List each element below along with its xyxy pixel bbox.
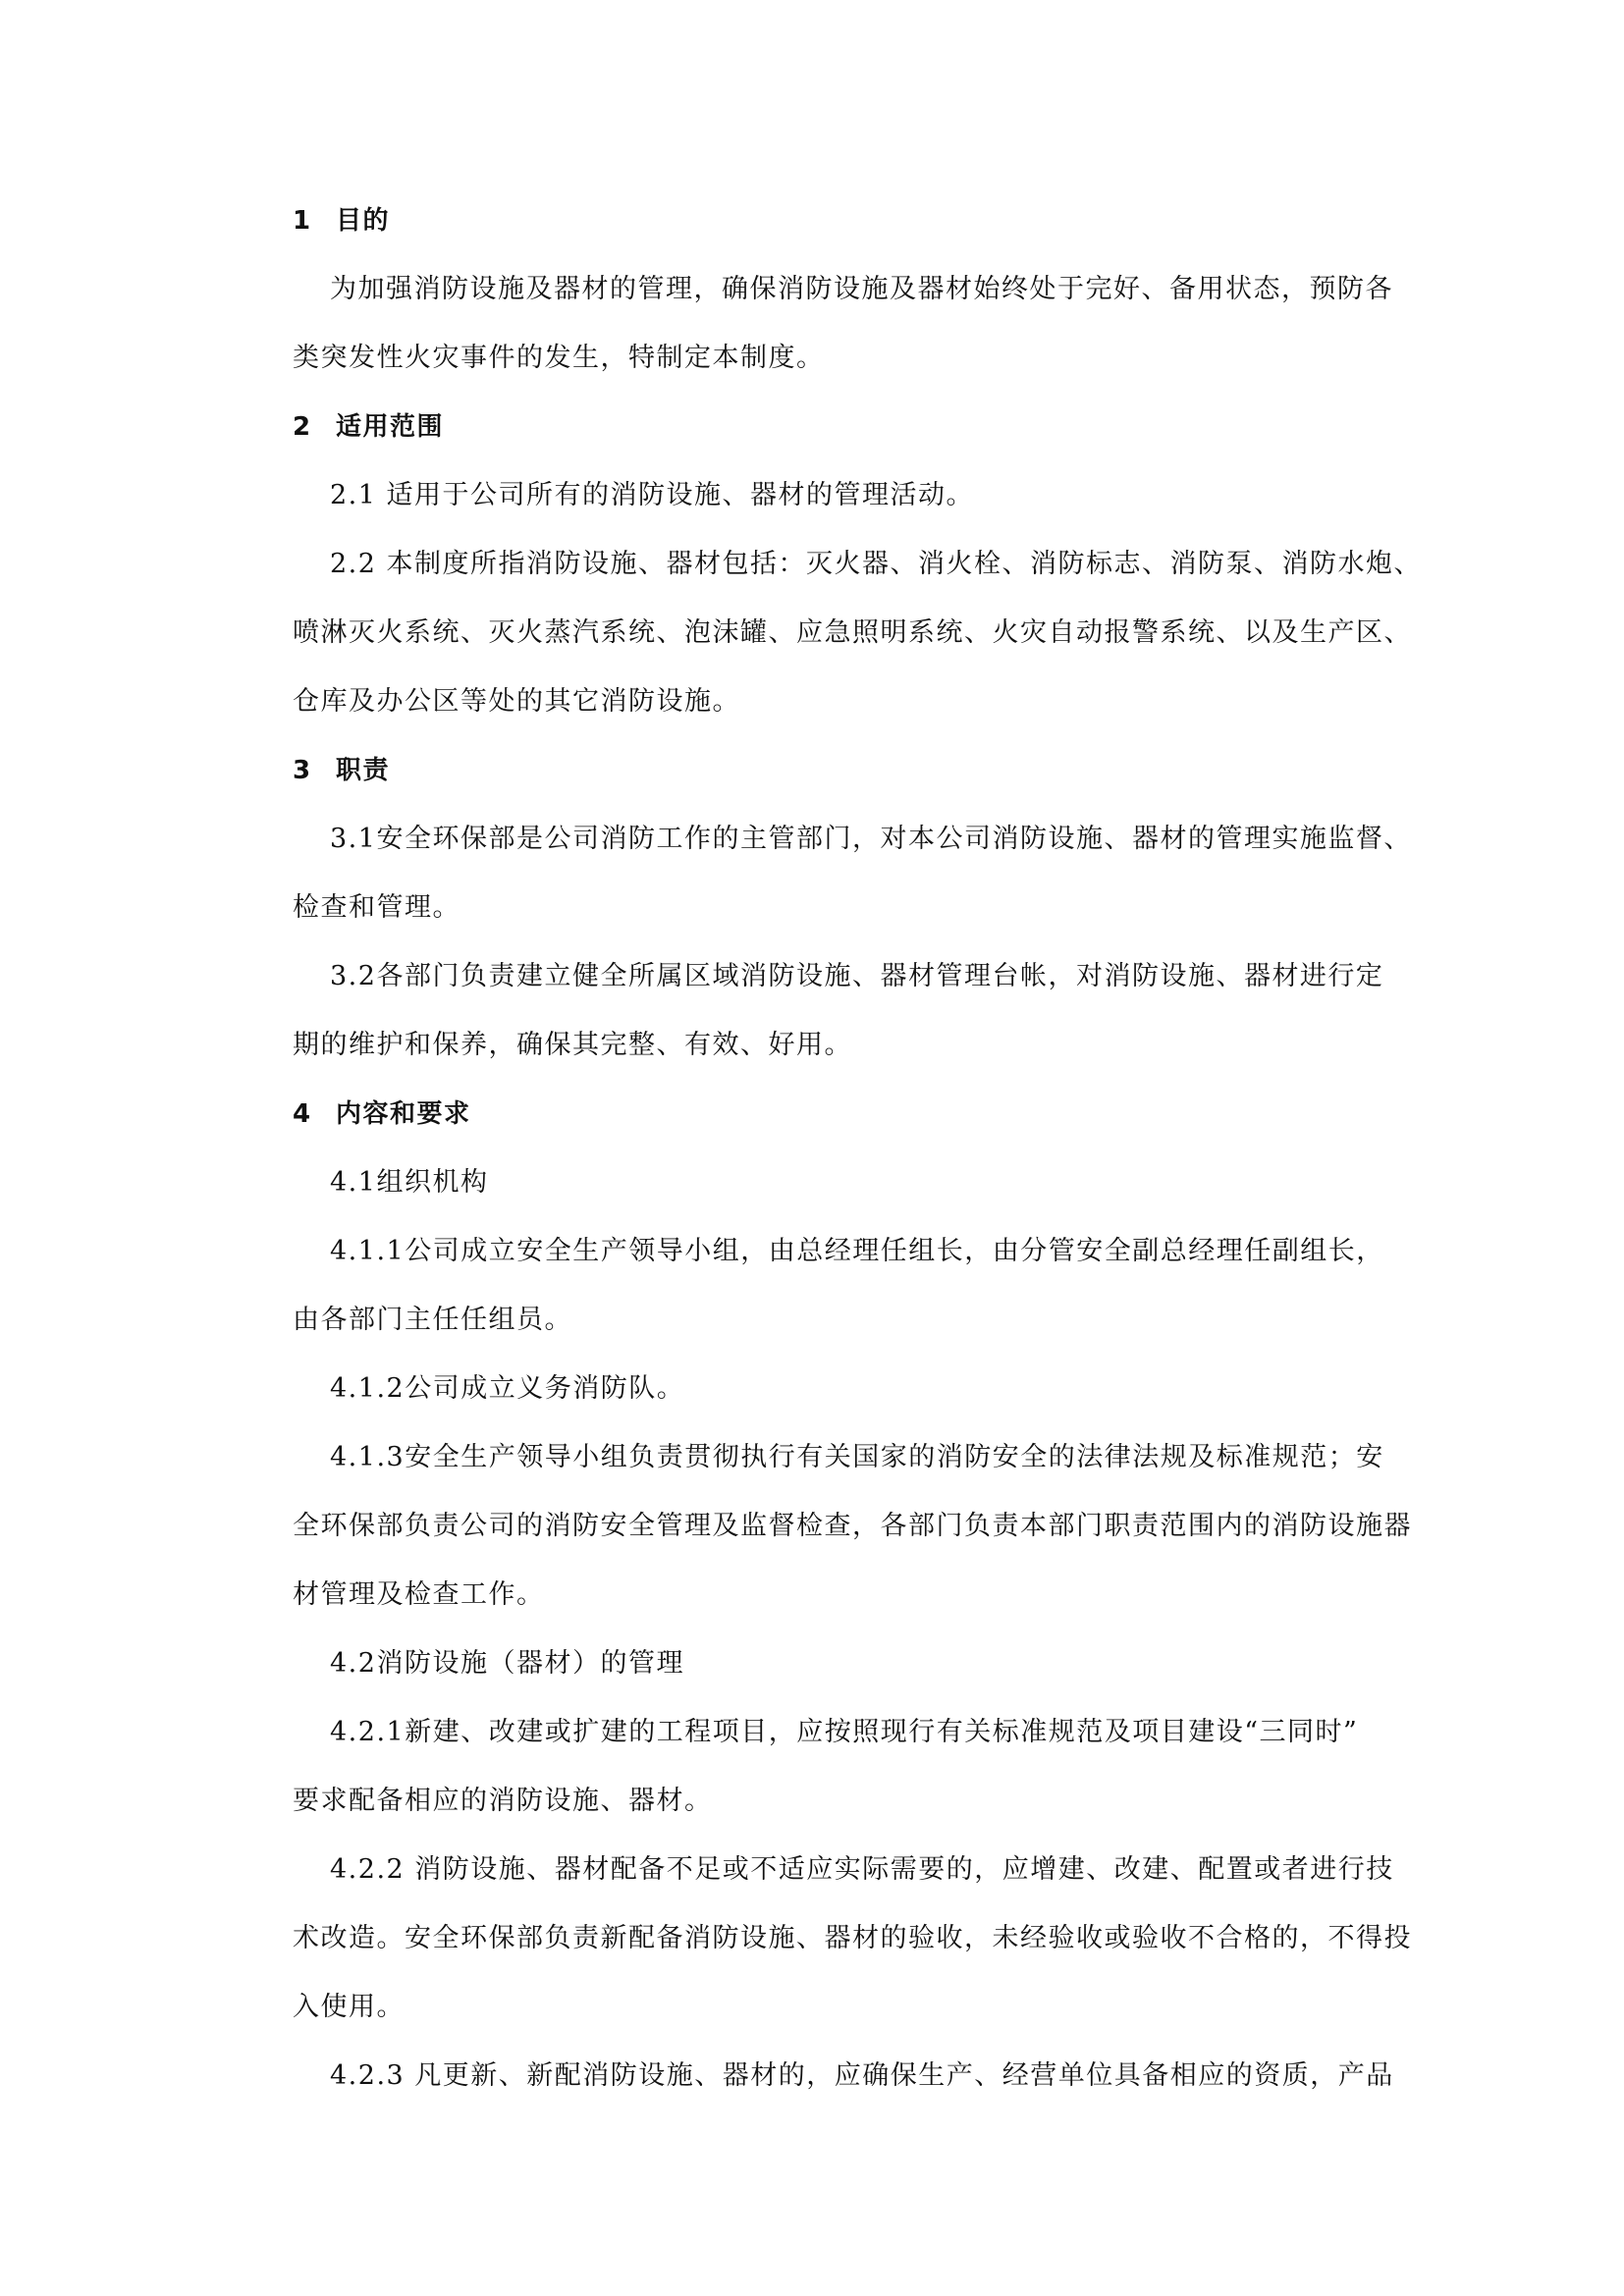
section-heading-2 xyxy=(293,410,444,444)
section-title: 适用范围 xyxy=(336,412,445,442)
paragraph-line: 全环保部负责公司的消防安全管理及监督检查，各部门负责本部门职责范围内的消防设施器 xyxy=(293,1511,1412,1541)
paragraph-line: 喷淋灭火系统、灭火蒸汽系统、泡沫罐、应急照明系统、火灾自动报警系统、以及生产区、 xyxy=(293,617,1412,648)
subsection-heading: 4.1组织机构 xyxy=(330,1167,489,1198)
section-number: 3 xyxy=(293,756,312,785)
section-number: 2 xyxy=(293,412,312,442)
paragraph-line: 3.1安全环保部是公司消防工作的主管部门，对本公司消防设施、器材的管理实施监督、 xyxy=(330,824,1412,854)
paragraph-line: 为加强消防设施及器材的管理，确保消防设施及器材始终处于完好、备用状态，预防各 xyxy=(330,274,1393,304)
paragraph-line: 4.1.1公司成立安全生产领导小组，由总经理任组长，由分管安全副总经理任副组长， xyxy=(330,1236,1384,1266)
section-heading-3 xyxy=(293,754,390,787)
section-title: 内容和要求 xyxy=(336,1099,471,1129)
subsection-heading: 4.2消防设施（器材）的管理 xyxy=(330,1648,684,1679)
paragraph-line: 4.1.2公司成立义务消防队。 xyxy=(330,1373,685,1404)
paragraph-line: 仓库及办公区等处的其它消防设施。 xyxy=(293,686,740,717)
paragraph-line: 术改造。安全环保部负责新配备消防设施、器材的验收，未经验收或验收不合格的，不得投 xyxy=(293,1923,1412,1953)
section-title: 职责 xyxy=(336,756,391,785)
paragraph-line: 类突发性火灾事件的发生，特制定本制度。 xyxy=(293,343,825,373)
section-heading-1 xyxy=(293,204,390,238)
paragraph-line: 材管理及检查工作。 xyxy=(293,1579,545,1610)
paragraph-line: 4.2.1新建、改建或扩建的工程项目，应按照现行有关标准规范及项目建设“三同时” xyxy=(330,1717,1359,1747)
section-number: 1 xyxy=(293,206,312,236)
paragraph-line: 4.2.2 消防设施、器材配备不足或不适应实际需要的，应增建、改建、配置或者进行技 xyxy=(330,1854,1394,1885)
paragraph-line: 4.2.3 凡更新、新配消防设施、器材的，应确保生产、经营单位具备相应的资质，产品 xyxy=(330,2060,1394,2091)
section-heading-4 xyxy=(293,1097,471,1131)
paragraph-line: 2.1 适用于公司所有的消防设施、器材的管理活动。 xyxy=(330,480,975,510)
paragraph-line: 要求配备相应的消防设施、器材。 xyxy=(293,1786,713,1816)
paragraph-line: 4.1.3安全生产领导小组负责贯彻执行有关国家的消防安全的法律法规及标准规范；安 xyxy=(330,1442,1384,1472)
paragraph-line: 入使用。 xyxy=(293,1992,405,2022)
paragraph-line: 3.2各部门负责建立健全所属区域消防设施、器材管理台帐，对消防设施、器材进行定 xyxy=(330,961,1384,991)
paragraph-line: 2.2 本制度所指消防设施、器材包括：灭火器、消火栓、消防标志、消防泵、消防水炮、 xyxy=(330,549,1423,579)
paragraph-line: 检查和管理。 xyxy=(293,892,460,923)
section-title: 目的 xyxy=(336,206,391,236)
section-number: 4 xyxy=(293,1099,312,1129)
paragraph-line: 由各部门主任任组员。 xyxy=(293,1305,572,1335)
paragraph-line: 期的维护和保养，确保其完整、有效、好用。 xyxy=(293,1030,852,1060)
